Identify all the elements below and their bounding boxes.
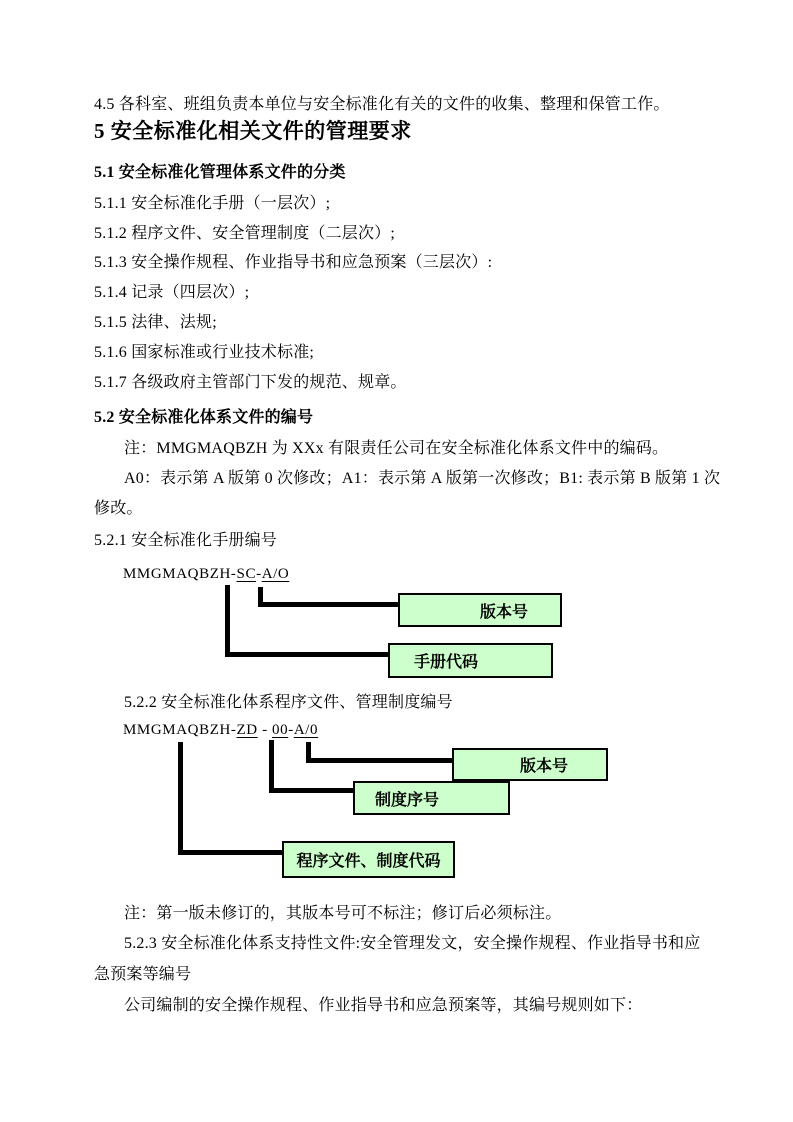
code-separator-2: - <box>288 722 294 738</box>
code-regulation-segment: ZD <box>236 722 258 738</box>
connector-manual-vertical <box>225 585 230 657</box>
code-prefix: MMGMAQBZH- <box>123 566 237 582</box>
paragraph-a0-line2: 修改。 <box>94 500 143 517</box>
code-separator: - <box>257 722 273 738</box>
paragraph-4-5: 4.5 各科室、班组负责本单位与安全标准化有关的文件的收集、整理和保管工作。 <box>94 96 670 113</box>
code-version-segment: A/0 <box>293 722 319 738</box>
code-manual-segment: SC <box>236 566 257 582</box>
label-box-serial-number: 制度序号 <box>353 781 510 815</box>
paragraph-a0-line1: A0：表示第 A 版第 0 次修改；A1：表示第 A 版第一次修改；B1: 表示第 B 版第 1 次 <box>124 470 721 487</box>
label-box-version-2: 版本号 <box>452 748 608 781</box>
label-box-version-1: 版本号 <box>398 593 562 627</box>
connector-version2-horizontal <box>306 758 452 763</box>
connector-serial-horizontal <box>269 788 353 793</box>
connector-serial-vertical <box>269 740 274 793</box>
paragraph-5-1-3: 5.1.3 安全操作规程、作业指导书和应急预案（三层次）: <box>94 254 493 271</box>
label-box-manual-code: 手册代码 <box>388 643 553 678</box>
code-version-segment: A/O <box>261 566 290 582</box>
heading-5-1: 5.1 安全标准化管理体系文件的分类 <box>94 164 346 181</box>
heading-5: 5 安全标准化相关文件的管理要求 <box>94 119 412 143</box>
heading-5-2-1: 5.2.1 安全标准化手册编号 <box>94 532 278 549</box>
heading-5-2: 5.2 安全标准化体系文件的编号 <box>94 409 314 426</box>
connector-version1-horizontal <box>258 602 398 607</box>
code-string-regulation <box>123 720 318 740</box>
note-coding: 注：MMGMAQBZH 为 XXx 有限责任公司在安全标准化体系文件中的编码。 <box>124 440 669 457</box>
code-prefix: MMGMAQBZH- <box>123 722 237 738</box>
code-separator: - <box>256 566 262 582</box>
paragraph-5-1-7: 5.1.7 各级政府主管部门下发的规范、规章。 <box>94 374 407 391</box>
paragraph-5-2-3-line2: 急预案等编号 <box>94 966 192 983</box>
connector-code-horizontal <box>178 850 282 855</box>
paragraph-company: 公司编制的安全操作规程、作业指导书和应急预案等，其编号规则如下： <box>124 997 643 1014</box>
paragraph-5-1-2: 5.1.2 程序文件、安全管理制度（二层次）; <box>94 225 396 242</box>
label-box-procedure-code: 程序文件、制度代码 <box>282 841 455 878</box>
note-version: 注：第一版未修订的，其版本号可不标注；修订后必须标注。 <box>124 905 562 922</box>
paragraph-5-1-1: 5.1.1 安全标准化手册（一层次）; <box>94 195 331 212</box>
connector-code-vertical <box>178 742 183 855</box>
code-string-manual <box>123 564 289 584</box>
code-serial-segment: 00 <box>272 722 289 738</box>
heading-5-2-2: 5.2.2 安全标准化体系程序文件、管理制度编号 <box>124 694 453 711</box>
paragraph-5-2-3-line1: 5.2.3 安全标准化体系支持性文件:安全管理发文，安全操作规程、作业指导书和应 <box>124 935 701 952</box>
connector-manual-horizontal <box>225 652 388 657</box>
paragraph-5-1-4: 5.1.4 记录（四层次）; <box>94 284 250 301</box>
paragraph-5-1-5: 5.1.5 法律、法规; <box>94 314 217 331</box>
paragraph-5-1-6: 5.1.6 国家标准或行业技术标准; <box>94 344 315 361</box>
